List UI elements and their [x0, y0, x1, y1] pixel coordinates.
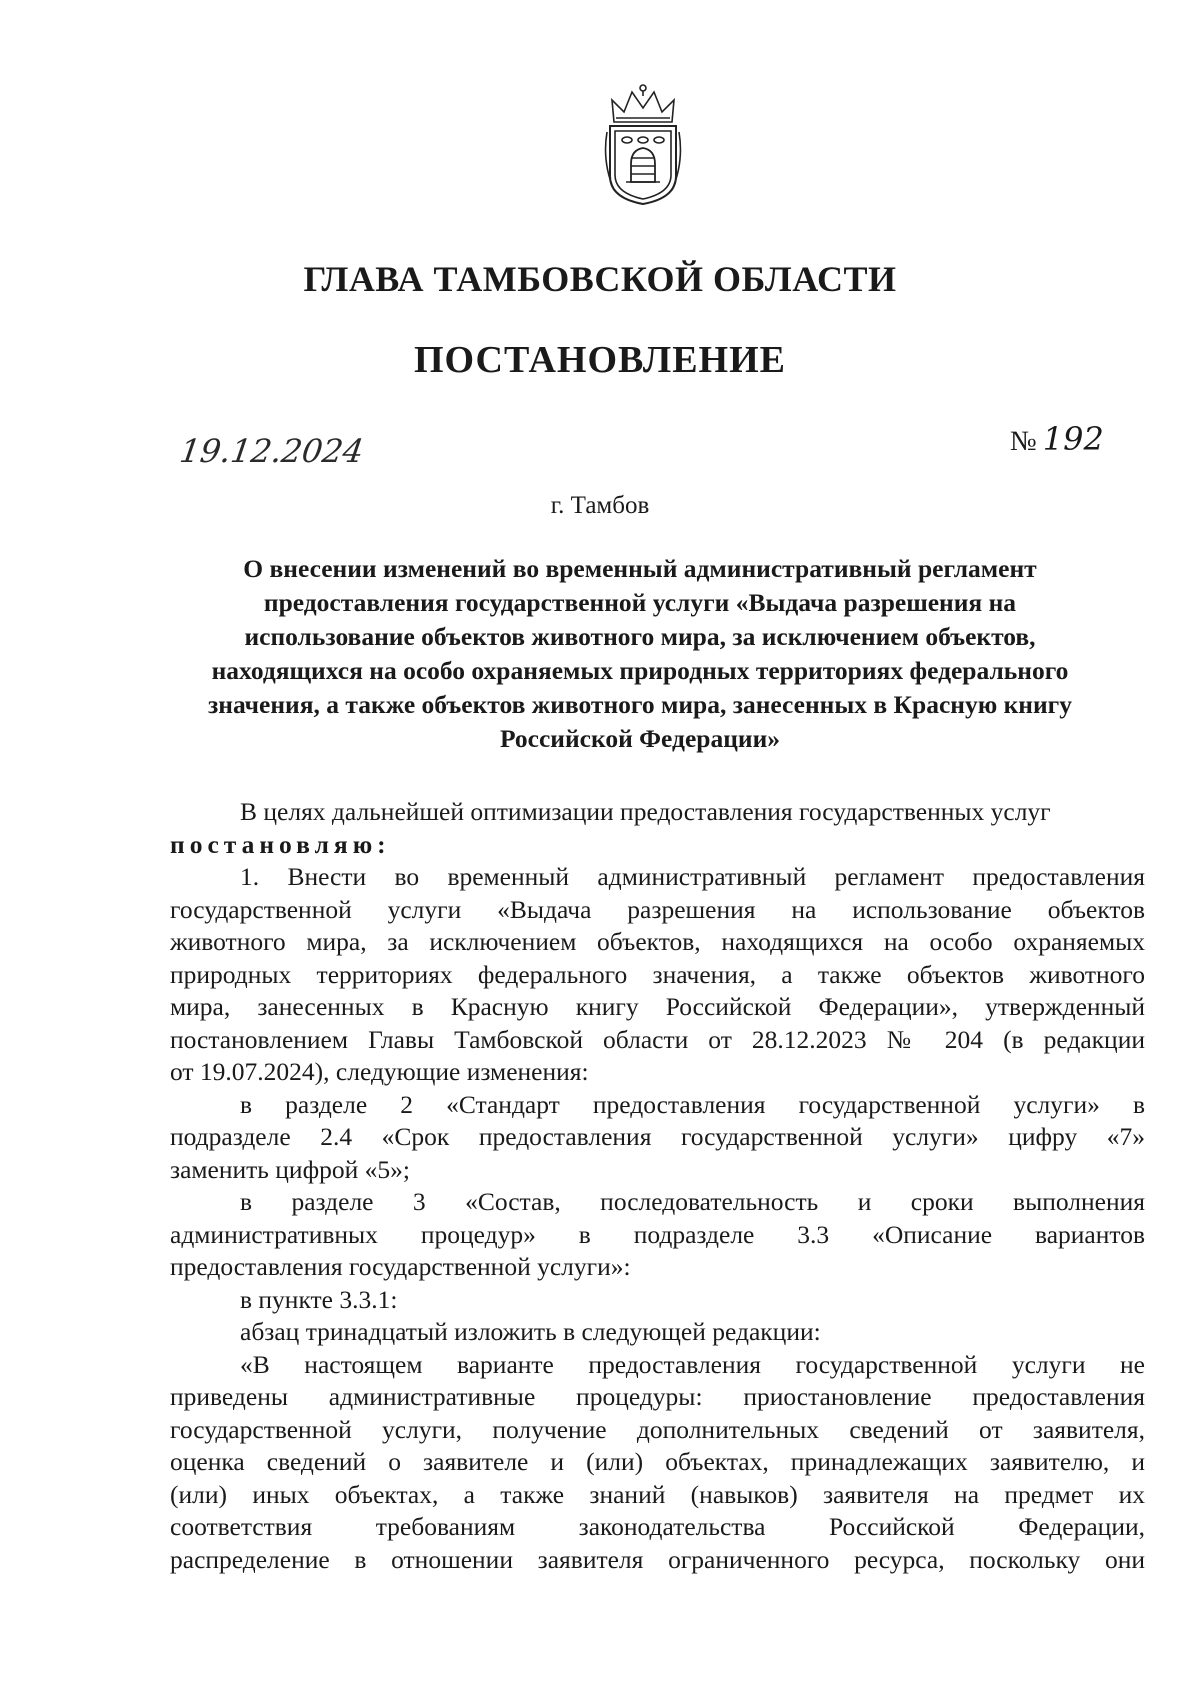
- document-city: г. Тамбов: [550, 492, 650, 519]
- body-line: В целях дальнейшей оптимизации предоставления государственных услуг: [240, 797, 1051, 826]
- body-line: от 19.07.2024), следующие изменения:: [170, 1057, 589, 1086]
- decree-word: постановляю:: [170, 829, 391, 859]
- body-line: мира, занесенных в Красную книгу Российской Федерации», утвержденный: [170, 992, 1145, 1021]
- org-title: ГЛАВА ТАМБОВСКОЙ ОБЛАСТИ: [303, 259, 897, 299]
- subject-line: находящихся на особо охраняемых природных территориях федерального: [211, 656, 1069, 685]
- body-line: природных территориях федерального значения, а также объектов животного: [170, 959, 1145, 989]
- body-line: в разделе 3 «Состав, последовательность и сроки выполнения: [240, 1187, 1145, 1216]
- body-line: 1. Внести во временный административный регламент предоставления: [240, 862, 1145, 891]
- document-subject: [160, 552, 1120, 756]
- body-line: «В настоящем варианте предоставления государственной услуги не: [240, 1349, 1145, 1379]
- body-line: административных процедур» в подразделе 3.3 «Описание вариантов: [170, 1219, 1145, 1249]
- body-line: в пункте 3.3.1:: [240, 1284, 398, 1314]
- body-line: предоставления государственной услуги»:: [170, 1252, 631, 1281]
- body-line: в разделе 2 «Стандарт предоставления государственной услуги» в: [240, 1089, 1145, 1119]
- number-value: 192: [1042, 420, 1104, 458]
- body-line: государственной услуги, получение дополнительных сведений от заявителя,: [170, 1414, 1145, 1444]
- number-label: №: [1010, 426, 1037, 457]
- document-body: [170, 796, 1145, 1576]
- body-line: оценка сведений о заявителе и (или) объектах, принадлежащих заявителю, и: [170, 1447, 1145, 1476]
- body-line: абзац тринадцатый изложить в следующей редакции:: [240, 1317, 821, 1346]
- document-number: [1010, 420, 1104, 458]
- body-line: государственной услуги «Выдача разрешения на использование объектов: [170, 894, 1145, 924]
- document-date: 19.12.2024: [177, 432, 366, 470]
- body-line: соответствия требованиям законодательства Российской Федерации,: [170, 1512, 1145, 1541]
- tambov-coat-of-arms-icon: [602, 82, 684, 206]
- subject-line: использование объектов животного мира, за исключением объектов,: [244, 622, 1036, 651]
- body-line: распределение в отношении заявителя ограниченного ресурса, поскольку они: [170, 1544, 1145, 1574]
- subject-line: значения, а также объектов животного мира, занесенных в Красную книгу: [208, 690, 1072, 719]
- body-line: заменить цифрой «5»;: [170, 1154, 410, 1184]
- doc-type-title: ПОСТАНОВЛЕНИЕ: [413, 339, 787, 381]
- body-line: постановлением Главы Тамбовской области от 28.12.2023 № 204 (в редакции: [170, 1024, 1145, 1054]
- subject-line: Российской Федерации»: [499, 724, 781, 753]
- body-line: подразделе 2.4 «Срок предоставления государственной услуги» цифру «7»: [170, 1122, 1145, 1151]
- subject-line: О внесении изменений во временный административный регламент: [243, 554, 1037, 583]
- body-line: приведены административные процедуры: приостановление предоставления: [170, 1382, 1145, 1411]
- body-line: животного мира, за исключением объектов, находящихся на особо охраняемых: [170, 927, 1145, 956]
- body-line: (или) иных объектах, а также знаний (навыков) заявителя на предмет их: [170, 1479, 1145, 1509]
- subject-line: предоставления государственной услуги «Выдача разрешения на: [263, 588, 1017, 617]
